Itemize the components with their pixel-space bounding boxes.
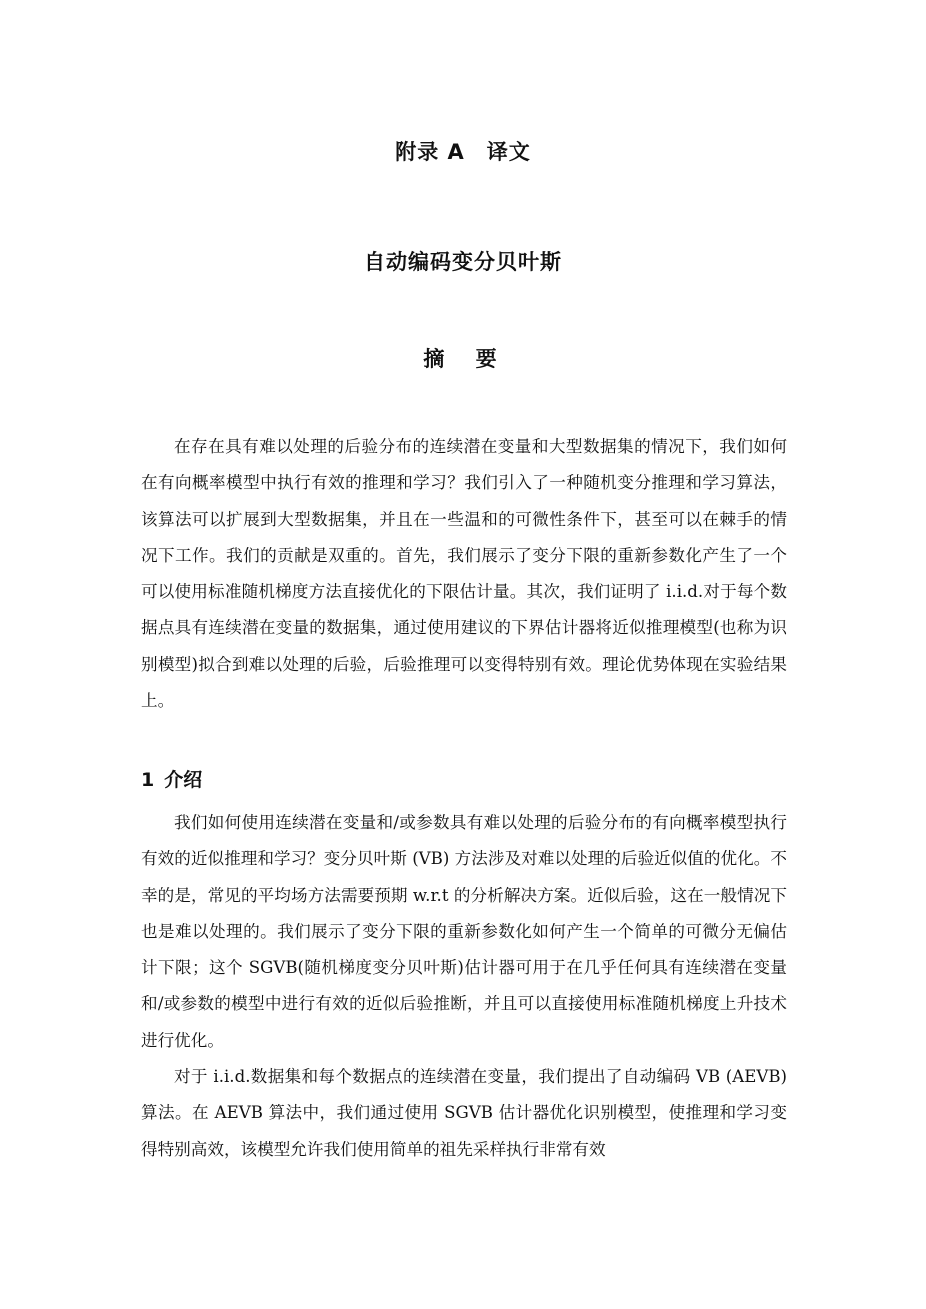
body-paragraph: 我们如何使用连续潜在变量和/或参数具有难以处理的后验分布的有向概率模型执行有效的近似推理和学习？变分贝叶斯 (VB) 方法涉及对难以处理的后验近似值的优化。不幸的是，常见的平均场方法需要预期 w.r.t 的分析解决方案。近似后验，这在一般情况下也是难以处理的。我们展示了变分下限的重新参数化如何产生一个简单的可微分无偏估计下限；这个 SGVB(随机梯度变分贝叶斯)估计器可用于在几乎任何具有连续潜在变量和/或参数的模型中进行有效的近似后验推断，并且可以直接使用标准随机梯度上升技术进行优化。 [141, 813, 787, 1050]
section-title: 介绍 [164, 769, 203, 791]
section-number: 1 [141, 769, 155, 791]
abstract-heading: 摘 要 [423, 347, 503, 371]
abstract-paragraph: 在存在具有难以处理的后验分布的连续潜在变量和大型数据集的情况下，我们如何在有向概率模型中执行有效的推理和学习？我们引入了一种随机变分推理和学习算法，该算法可以扩展到大型数据集，并且在一些温和的可微性条件下，甚至可以在棘手的情况下工作。我们的贡献是双重的。首先，我们展示了变分下限的重新参数化产生了一个可以使用标准随机梯度方法直接优化的下限估计量。其次，我们证明了 i.i.d.对于每个数据点具有连续潜在变量的数据集，通过使用建议的下界估计器将近似推理模型(也称为识别模型)拟合到难以处理的后验，后验推理可以变得特别有效。理论优势体现在实验结果上。 [141, 437, 787, 711]
section-heading [141, 765, 202, 792]
appendix-title: 附录 A 译文 [395, 140, 531, 164]
paper-title: 自动编码变分贝叶斯 [364, 250, 562, 274]
abstract-block [141, 429, 787, 719]
section-body [141, 805, 787, 1168]
body-paragraph: 对于 i.i.d.数据集和每个数据点的连续潜在变量，我们提出了自动编码 VB (AEVB) 算法。在 AEVB 算法中，我们通过使用 SGVB 估计器优化识别模型，使推理和学习变得特别高效，该模型允许我们使用简单的祖先采样执行非常有效 [141, 1067, 787, 1159]
